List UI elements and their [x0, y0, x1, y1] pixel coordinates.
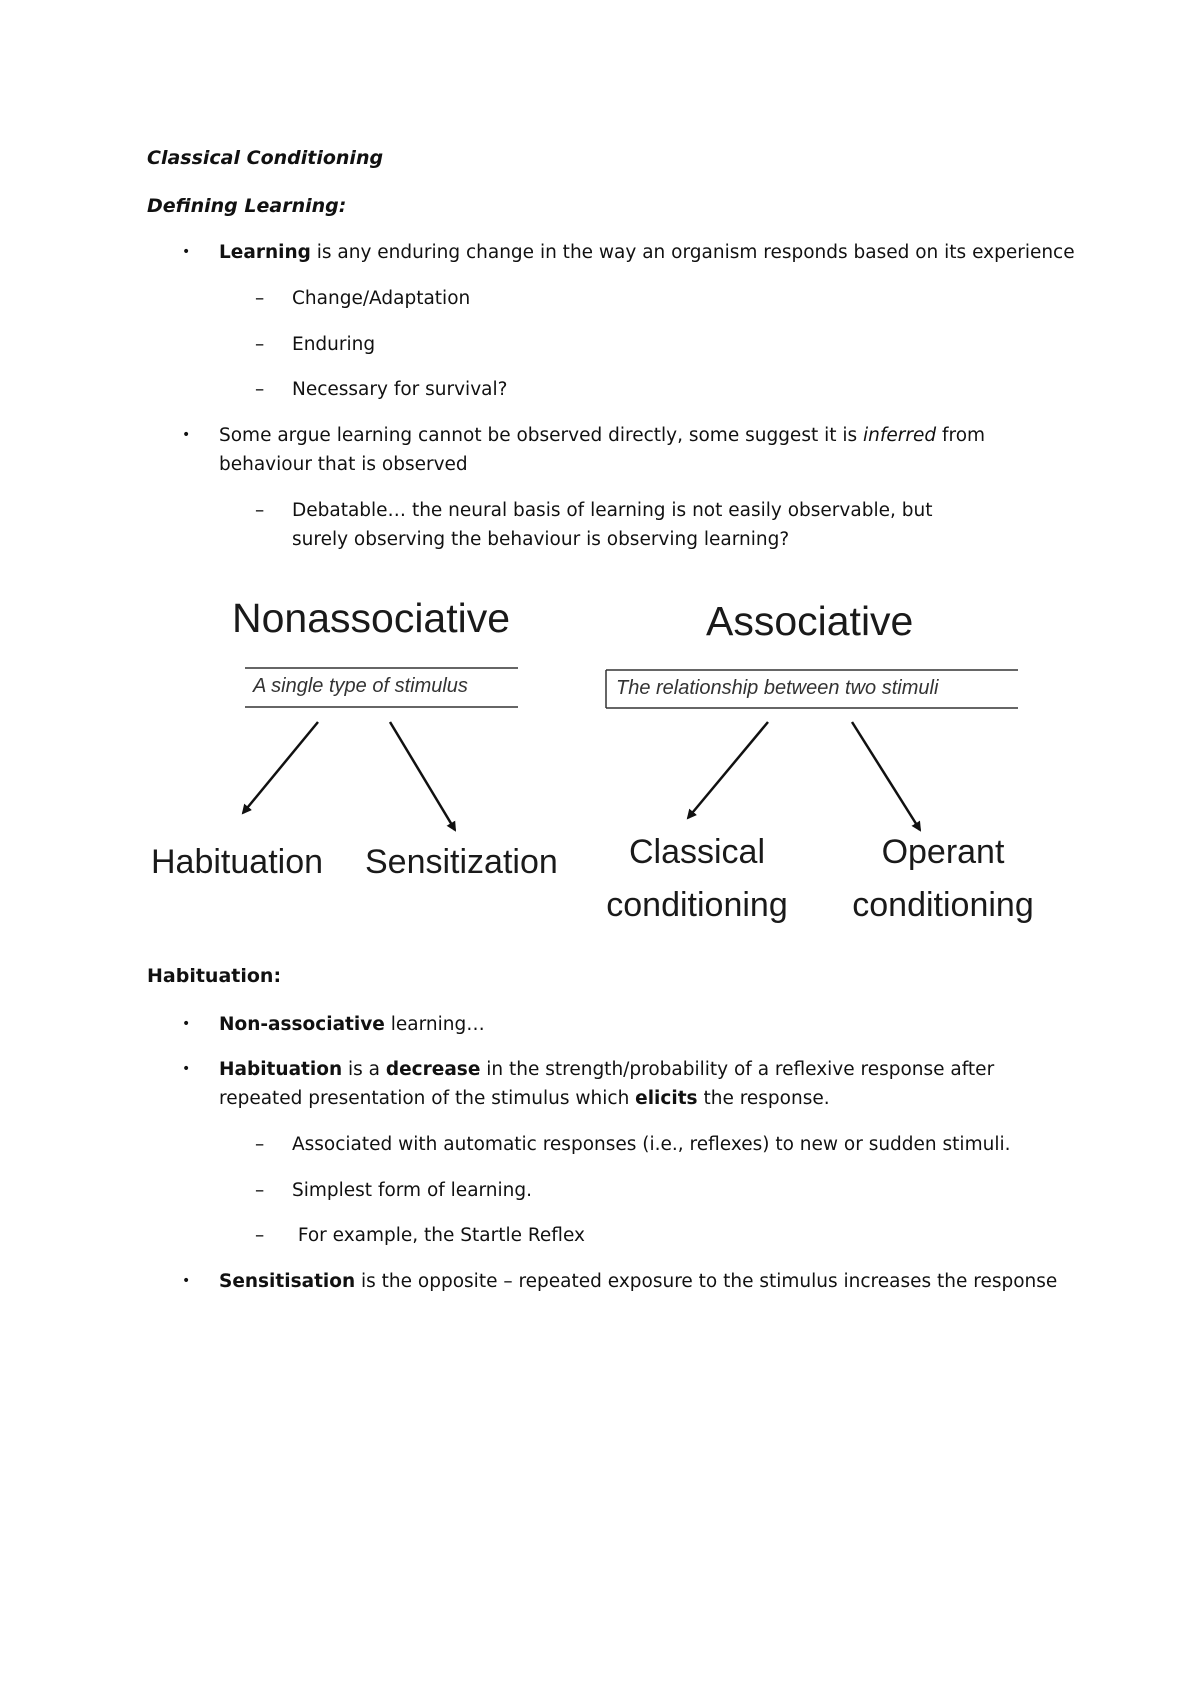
arrow-to-classical-conditioning: [688, 722, 768, 818]
term-learning: Learning: [219, 242, 311, 263]
sub-item: [255, 1130, 1015, 1159]
nonassociative-subtitle: A single type of stimulus: [253, 675, 468, 697]
arrow-to-sensitization: [390, 722, 455, 830]
bullet-marker: •: [182, 1061, 191, 1077]
classical-conditioning-label: [597, 826, 797, 932]
sub-item: [255, 330, 1015, 359]
bullet-learning-definition: [182, 238, 1082, 267]
bullet-text: in the strength/probability of a reflexive response after repeated presentation of the stimulus which: [219, 1059, 995, 1109]
sub-item-text: Simplest form of learning.: [292, 1180, 533, 1201]
dash-marker: –: [255, 379, 265, 400]
bullet-text: is a: [342, 1059, 386, 1080]
section-heading-habituation: Habituation:: [147, 965, 282, 987]
term-decrease: decrease: [385, 1059, 481, 1080]
dash-marker: –: [255, 1180, 265, 1201]
sub-item: [255, 496, 975, 554]
dash-marker: –: [255, 288, 265, 309]
bullet-marker: •: [182, 1016, 191, 1032]
bullet-inferred-learning: [182, 421, 1062, 479]
bullet-non-associative: [182, 1010, 1082, 1039]
sub-item: [255, 1176, 1015, 1205]
bullet-marker: •: [182, 244, 191, 260]
bullet-marker: •: [182, 427, 191, 443]
sub-item: [255, 1221, 1015, 1250]
associative-title: Associative: [706, 598, 914, 644]
classical-conditioning-line1: Classical: [628, 833, 766, 871]
term-habituation: Habituation: [219, 1059, 343, 1080]
sub-item-text: Necessary for survival?: [292, 379, 508, 400]
dash-marker: –: [255, 1225, 265, 1246]
associative-subtitle: The relationship between two stimuli: [616, 677, 939, 699]
bullet-habituation-definition: [182, 1055, 1062, 1113]
bullet-text: is the opposite – repeated exposure to the stimulus increases the response: [355, 1271, 1058, 1292]
sub-item-text: Debatable… the neural basis of learning is not easily observable, but surely observing the behaviour is observing learning?: [292, 500, 933, 550]
sub-item-text: Enduring: [292, 334, 376, 355]
classical-conditioning-line2: conditioning: [606, 886, 788, 924]
dash-marker: –: [255, 334, 265, 355]
bullet-text: is any enduring change in the way an organism responds based on its experience: [310, 242, 1075, 263]
learning-types-diagram: [0, 580, 1200, 940]
habituation-label: Habituation: [151, 843, 324, 881]
sub-item-text: Associated with automatic responses (i.e., reflexes) to new or sudden stimuli.: [292, 1134, 1011, 1155]
term-elicits: elicits: [635, 1088, 698, 1109]
operant-conditioning-label: [843, 826, 1043, 932]
bullet-sensitisation: [182, 1267, 1082, 1296]
bullet-text: learning…: [384, 1014, 485, 1035]
sub-item: [255, 375, 1015, 404]
bullet-text: the response.: [697, 1088, 830, 1109]
term-inferred: inferred: [863, 425, 937, 446]
sensitization-label: Sensitization: [365, 843, 558, 881]
term-sensitisation: Sensitisation: [219, 1271, 356, 1292]
sub-item: [255, 284, 1015, 313]
page-title: Classical Conditioning: [147, 147, 384, 169]
sub-item-text: Change/Adaptation: [292, 288, 471, 309]
nonassociative-title: Nonassociative: [232, 595, 511, 641]
bullet-text: Some argue learning cannot be observed directly, some suggest it is: [219, 425, 864, 446]
sub-item-text: For example, the Startle Reflex: [292, 1225, 585, 1246]
arrow-to-habituation: [243, 722, 318, 813]
operant-conditioning-line1: Operant: [881, 833, 1005, 871]
bullet-marker: •: [182, 1273, 191, 1289]
term-non-associative: Non-associative: [219, 1014, 385, 1035]
dash-marker: –: [255, 500, 265, 521]
arrow-to-operant-conditioning: [852, 722, 920, 830]
operant-conditioning-line2: conditioning: [852, 886, 1034, 924]
bullet-text: from behaviour that is observed: [219, 425, 986, 475]
section-heading-defining-learning: Defining Learning:: [147, 195, 347, 217]
dash-marker: –: [255, 1134, 265, 1155]
